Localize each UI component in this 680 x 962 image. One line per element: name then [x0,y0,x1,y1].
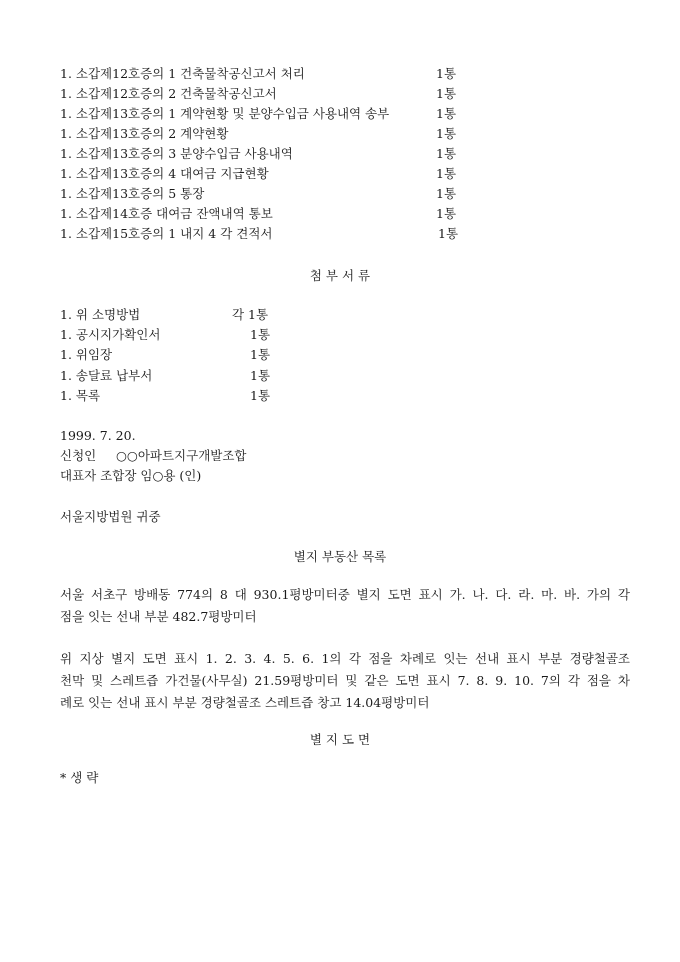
paragraph-line: 서울 서초구 방배동 774의 8 대 930.1평방미터중 별지 도면 표시 가. 나. 다. 라. 마. 바. 가의 각 [60,587,630,602]
paragraph-line: 위 지상 별지 도면 표시 1. 2. 3. 4. 5. 6. 1의 각 점을 차례로 잇는 선내 표시 부분 경량철골조 [60,651,630,666]
court-addressee: 서울지방법원 귀중 [60,509,161,524]
list-item: 1. 소갑제13호증의 4 대여금 지급현황 [60,166,269,181]
list-item: 1. 소갑제12호증의 1 건축물착공신고서 처리 [60,66,305,81]
item-count: 1통 [436,126,457,141]
list-item: 1. 소갑제13호증의 5 통장 [60,186,205,201]
list-item: 1. 소갑제14호증 대여금 잔액내역 통보 [60,206,273,221]
attachment-item: 1. 위 소명방법 [60,307,141,322]
list-item: 1. 소갑제15호증의 1 내지 4 각 견적서 [60,226,273,241]
item-count: 1통 [438,226,459,241]
property-description-land [60,584,630,628]
property-description-building [60,648,630,714]
attachment-item: 1. 목록 [60,388,101,403]
list-item: 1. 소갑제13호증의 1 계약현황 및 분양수입금 사용내역 송부 [60,106,390,121]
attachment-count: 1통 [250,347,271,362]
drawing-heading: 별 지 도 면 [309,732,371,747]
list-item: 1. 소갑제13호증의 2 계약현황 [60,126,229,141]
item-count: 1통 [436,166,457,181]
attachment-count: 각 1통 [232,307,269,322]
attachment-count: 1통 [250,327,271,342]
item-count: 1통 [436,206,457,221]
list-item: 1. 소갑제13호증의 3 분양수입금 사용내역 [60,146,293,161]
document-date: 1999. 7. 20. [60,428,136,443]
item-count: 1통 [436,86,457,101]
omitted-note: * 생 략 [60,770,99,785]
paragraph-line: 천막 및 스레트즙 가건물(사무실) 21.59평방미터 및 같은 도면 표시 7. 8. 9. 10. 7의 각 점을 차 [60,673,630,688]
attachments-heading: 첨 부 서 류 [309,268,371,283]
property-heading: 별지 부동산 목록 [293,549,387,564]
list-item: 1. 소갑제12호증의 2 건축물착공신고서 [60,86,277,101]
item-count: 1통 [436,66,457,81]
attachment-count: 1통 [250,368,271,383]
applicant-name: ○○아파트지구개발조합 [116,448,247,463]
representative: 대표자 조합장 임○용 (인) [60,468,202,483]
item-count: 1통 [436,106,457,121]
item-count: 1통 [436,186,457,201]
attachment-count: 1통 [250,388,271,403]
applicant-label: 신청인 [60,448,97,463]
attachment-item: 1. 공시지가확인서 [60,327,161,342]
attachment-item: 1. 송달료 납부서 [60,368,153,383]
item-count: 1통 [436,146,457,161]
paragraph-line: 점을 잇는 선내 부분 482.7평방미터 [60,609,257,624]
attachment-item: 1. 위임장 [60,347,113,362]
paragraph-line: 례로 잇는 선내 표시 부분 경량철골조 스레트즙 창고 14.04평방미터 [60,695,430,710]
